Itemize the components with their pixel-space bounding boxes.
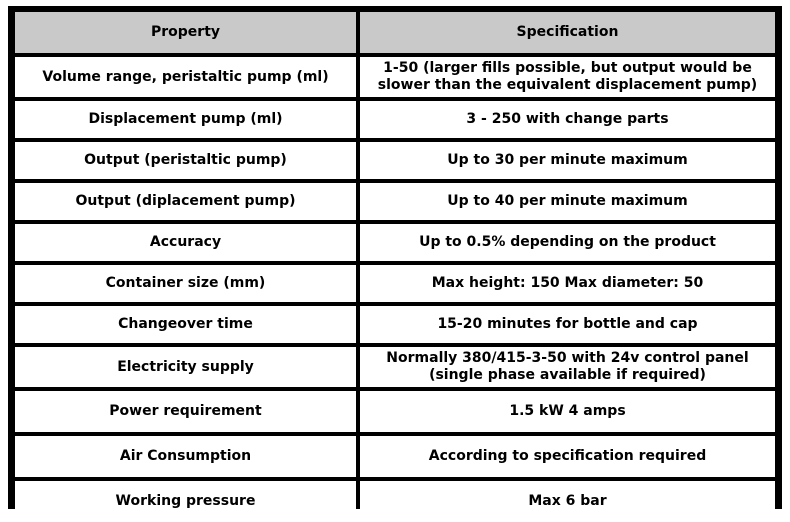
table-row: [15, 481, 775, 522]
header-property: Property: [15, 12, 356, 53]
table-row: [15, 101, 775, 138]
table-row: [15, 347, 775, 387]
specification-cell: 1-50 (larger fills possible, but output would be slower than the equivalent displacement pump): [360, 57, 775, 97]
specification-cell: 1.5 kW 4 amps: [360, 391, 775, 432]
table-header-row: [15, 12, 775, 53]
specification-cell: 3 - 250 with change parts: [360, 101, 775, 138]
specification-cell: 15-20 minutes for bottle and cap: [360, 306, 775, 343]
property-cell: Electricity supply: [15, 347, 356, 387]
specification-cell: According to specification required: [360, 436, 775, 477]
property-cell: Air Consumption: [15, 436, 356, 477]
property-cell: Displacement pump (ml): [15, 101, 356, 138]
table-row: [15, 183, 775, 220]
property-cell: Output (peristaltic pump): [15, 142, 356, 179]
specification-cell: Max height: 150 Max diameter: 50: [360, 265, 775, 302]
table-row: [15, 224, 775, 261]
specification-cell: Up to 40 per minute maximum: [360, 183, 775, 220]
property-cell: Accuracy: [15, 224, 356, 261]
header-specification: Specification: [360, 12, 775, 53]
table-row: [15, 142, 775, 179]
table-row: [15, 265, 775, 302]
property-cell: Power requirement: [15, 391, 356, 432]
property-cell: Changeover time: [15, 306, 356, 343]
table-row: [15, 436, 775, 477]
table-row: [15, 391, 775, 432]
specification-cell: Max 6 bar: [360, 481, 775, 522]
property-cell: Volume range, peristaltic pump (ml): [15, 57, 356, 97]
property-cell: Output (diplacement pump): [15, 183, 356, 220]
specification-cell: Normally 380/415-3-50 with 24v control panel (single phase available if required): [360, 347, 775, 387]
specification-cell: Up to 30 per minute maximum: [360, 142, 775, 179]
property-cell: Working pressure: [15, 481, 356, 522]
property-cell: Container size (mm): [15, 265, 356, 302]
table-row: [15, 57, 775, 97]
specification-table: [8, 6, 782, 509]
table-row: [15, 306, 775, 343]
specification-cell: Up to 0.5% depending on the product: [360, 224, 775, 261]
